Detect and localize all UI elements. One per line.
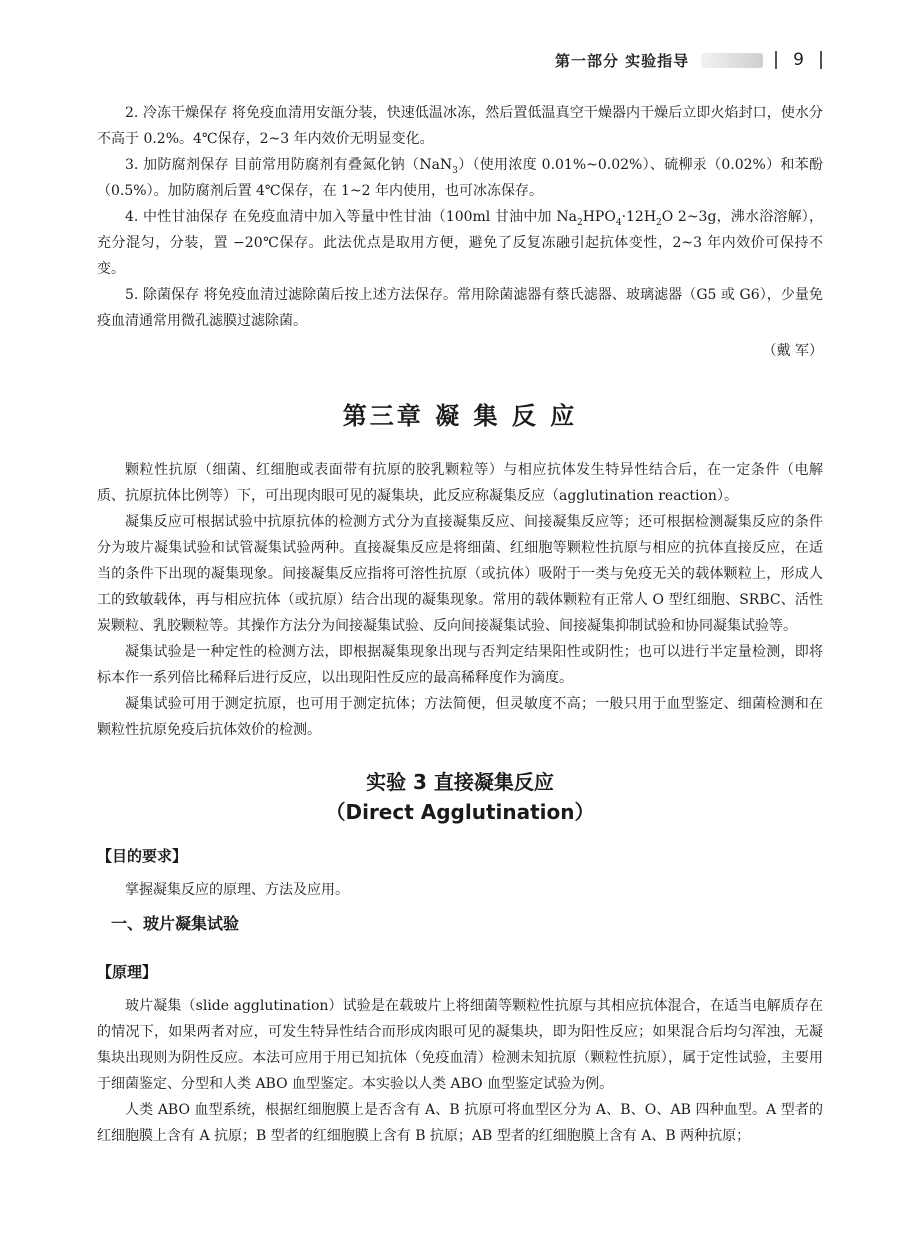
purpose-label: 【目的要求】 (97, 847, 188, 865)
purpose-text: 掌握凝集反应的原理、方法及应用。 (125, 882, 349, 898)
experiment-title-cn: 实验 3 直接凝集反应 (366, 770, 554, 794)
author-credit: （戴 军） (762, 343, 823, 359)
principle-paragraph-1: 玻片凝集（slide agglutination）试验是在载玻片上将细菌等颗粒性抗原与其相应抗体混合，在适当电解质存在的情况下，如果两者对应，可发生特异性结合而形成肉眼可见的凝集块，即为阳性反应；如果混合后均匀浑浊，无凝集块出现则为阴性反应。本法可应用于用已知抗体（免疫血清）检测未知抗原（颗粒性抗原），属于定性试验，主要用于细菌鉴定、分型和人类 ABO 血型鉴定。本实验以人类 ABO 血型鉴定试验为例。 (97, 998, 823, 1092)
running-header (555, 46, 822, 74)
header-decor-bar (701, 53, 763, 68)
chapter-paragraph-1: 颗粒性抗原（细菌、红细胞或表面带有抗原的胶乳颗粒等）与相应抗体发生特异性结合后，在一定条件（电解质、抗原抗体比例等）下，可出现肉眼可见的凝集块，此反应称凝集反应（agglutination reaction）。 (97, 462, 823, 504)
chapter-paragraph-3: 凝集试验是一种定性的检测方法，即根据凝集现象出现与否判定结果阳性或阴性；也可以进行半定量检测，即将标本作一系列倍比稀释后进行反应，以出现阳性反应的最高稀释度作为滴度。 (97, 644, 823, 686)
experiment-title-en: （Direct Agglutination） (325, 800, 595, 824)
principle-paragraph-2: 人类 ABO 血型系统，根据红细胞膜上是否含有 A、B 抗原可将血型区分为 A、B、O、AB 四种血型。A 型者的红细胞膜上含有 A 抗原；B 型者的红细胞膜上含有 B 抗原；AB 型者的红细胞膜上含有 A、B 两种抗原； (97, 1102, 823, 1144)
section-1-title: 一、玻片凝集试验 (111, 914, 240, 933)
page-content (97, 100, 823, 1149)
chapter-paragraph-2: 凝集反应可根据试验中抗原抗体的检测方式分为直接凝集反应、间接凝集反应等；还可根据检测凝集反应的条件分为玻片凝集试验和试管凝集试验两种。直接凝集反应是将细菌、红细胞等颗粒性抗原与相应的抗体直接反应，在适当的条件下出现的凝集现象。间接凝集反应指将可溶性抗原（或抗体）吸附于一类与免疫无关的载体颗粒上，形成人工的致敏载体，再与相应抗体（或抗原）结合出现的凝集现象。常用的载体颗粒有正常人 O 型红细胞、SRBC、活性炭颗粒、乳胶颗粒等。其操作方法分为间接凝集试验、反向间接凝集试验、间接凝集抑制试验和协同凝集试验等。 (97, 514, 823, 634)
header-divider (775, 51, 777, 69)
storage-item-3: 3. 加防腐剂保存 目前常用防腐剂有叠氮化钠（NaN$_3$）（使用浓度 0.01%~0.02%）、硫柳汞（0.02%）和苯酚（0.5%）。加防腐剂后置 4℃保存，在 1~2 年内使用，也可冰冻保存。 (97, 157, 823, 199)
storage-item-2: 2. 冷冻干燥保存 将免疫血清用安瓿分装，快速低温冰冻，然后置低温真空干燥器内干燥后立即火焰封口，使水分不高于 0.2%。4℃保存，2~3 年内效价无明显变化。 (97, 105, 823, 147)
principle-label: 【原理】 (97, 963, 158, 981)
header-divider-right (820, 51, 822, 69)
storage-item-4: 4. 中性甘油保存 在免疫血清中加入等量中性甘油（100ml 甘油中加 $Na_2HPO_4\cdot 12H_2O$ 2~3g，沸水浴溶解），充分混匀，分装，置 −20℃保存。此法优点是取用方便，避免了反复冻融引起抗体变性，2~3 年内效价可保持不变。 (97, 209, 823, 277)
experiment-title (97, 767, 823, 827)
chapter-title: 第三章 凝 集 反 应 (342, 402, 578, 430)
storage-item-5: 5. 除菌保存 将免疫血清过滤除菌后按上述方法保存。常用除菌滤器有蔡氏滤器、玻璃滤器（G5 或 G6），少量免疫血清通常用微孔滤膜过滤除菌。 (97, 287, 823, 329)
part-label: 第一部分 实验指导 (554, 51, 690, 70)
page-number: 9 (793, 50, 804, 70)
chapter-paragraph-4: 凝集试验可用于测定抗原，也可用于测定抗体；方法简便，但灵敏度不高；一般只用于血型鉴定、细菌检测和在颗粒性抗原免疫后抗体效价的检测。 (97, 696, 823, 738)
